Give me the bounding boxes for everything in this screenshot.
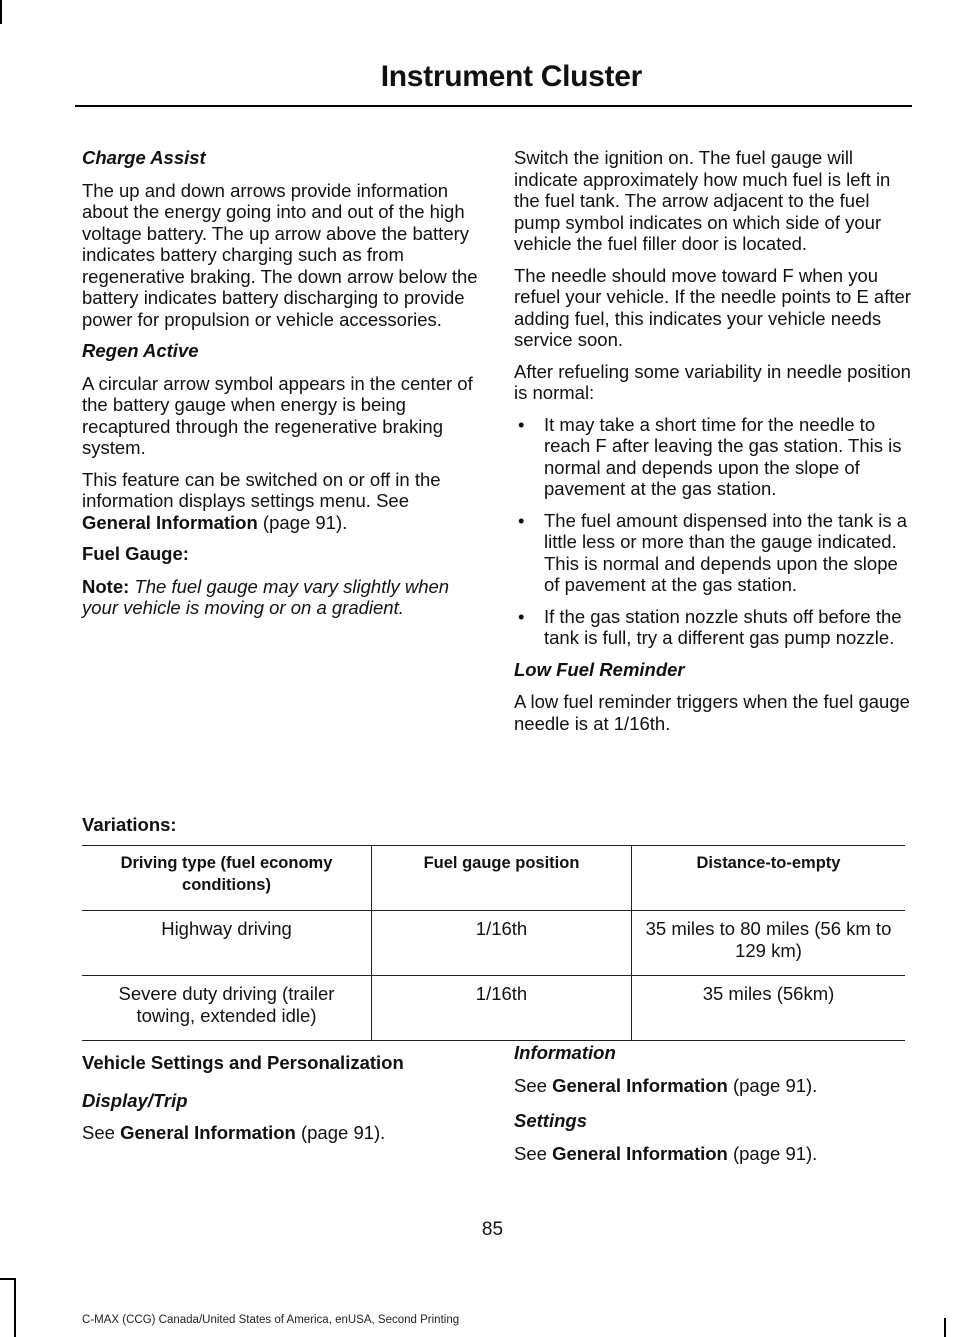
list-item bbox=[514, 414, 912, 500]
page-title: Instrument Cluster bbox=[380, 60, 642, 93]
see-text: See bbox=[82, 1122, 121, 1143]
list-item-text: It may take a short time for the needle to reach F after leaving the gas station. This is normal and depends upon the slope of pavement at the gas station. bbox=[544, 413, 902, 499]
regen-settings-suffix: (page 91). bbox=[257, 511, 348, 533]
table-cell: 1/16th bbox=[372, 976, 632, 1041]
crop-mark bbox=[14, 1278, 16, 1337]
page-ref: (page 91). bbox=[295, 1122, 386, 1143]
note-label: Note: bbox=[82, 575, 130, 597]
footer-text: C-MAX (CCG) Canada/United States of America, enUSA, Second Printing bbox=[82, 1314, 460, 1326]
low-fuel-heading: Low Fuel Reminder bbox=[514, 658, 685, 680]
note-text: The fuel gauge may vary slightly when your vehicle is moving or on a gradient. bbox=[82, 575, 450, 618]
list-item bbox=[514, 510, 912, 596]
general-information-link[interactable]: General Information bbox=[552, 1142, 728, 1164]
bullet: • bbox=[518, 413, 525, 435]
right-column bbox=[514, 147, 912, 744]
list-item-text: If the gas station nozzle shuts off before the tank is full, try a different gas pump nozzle. bbox=[544, 605, 902, 648]
fuel-gauge-para-3: After refueling some variability in needle position is normal: bbox=[514, 360, 911, 403]
information-ref bbox=[514, 1075, 912, 1097]
table-header-row bbox=[82, 846, 905, 911]
page-ref: (page 91). bbox=[727, 1074, 818, 1096]
table-cell: 1/16th bbox=[372, 911, 632, 976]
settings-ref bbox=[514, 1143, 912, 1165]
general-information-link[interactable]: General Information bbox=[82, 511, 258, 533]
fuel-gauge-heading: Fuel Gauge: bbox=[82, 543, 189, 564]
page-number: 85 bbox=[481, 1219, 504, 1240]
low-fuel-body: A low fuel reminder triggers when the fuel gauge needle is at 1/16th. bbox=[514, 691, 910, 734]
table-row bbox=[82, 976, 905, 1041]
table-cell: 35 miles (56km) bbox=[632, 976, 906, 1041]
list-item bbox=[514, 606, 912, 649]
table-cell: 35 miles to 80 miles (56 km to 129 km) bbox=[632, 911, 906, 976]
general-information-link[interactable]: General Information bbox=[552, 1074, 728, 1096]
crop-mark bbox=[0, 0, 2, 24]
list-item-text: The fuel amount dispensed into the tank is a little less or more than the gauge indicated. This is normal and depends upon the slope of pavement at the gas station. bbox=[544, 509, 908, 595]
bullet: • bbox=[518, 605, 525, 627]
see-text: See bbox=[514, 1142, 553, 1164]
table-cell: Severe duty driving (trailer towing, extended idle) bbox=[82, 976, 372, 1041]
regen-settings-prefix: This feature can be switched on or off in the information displays settings menu. See bbox=[82, 468, 441, 511]
regen-active-heading: Regen Active bbox=[82, 340, 199, 361]
bottom-left-column bbox=[82, 1052, 478, 1154]
settings-heading: Settings bbox=[514, 1110, 587, 1131]
table-cell: Highway driving bbox=[82, 911, 372, 976]
see-text: See bbox=[514, 1074, 553, 1096]
fuel-gauge-para-1: Switch the ignition on. The fuel gauge will indicate approximately how much fuel is left in the fuel tank. The arrow adjacent to the fuel pump symbol indicates on which side of your vehicle the fuel filler door is located. bbox=[514, 147, 891, 254]
fuel-gauge-note bbox=[82, 576, 478, 619]
display-trip-ref bbox=[82, 1122, 478, 1144]
bullet: • bbox=[518, 509, 525, 531]
left-column bbox=[82, 147, 478, 629]
information-heading: Information bbox=[514, 1042, 616, 1063]
fuel-gauge-para-2: The needle should move toward F when you refuel your vehicle. If the needle points to E after adding fuel, this indicates your vehicle needs service soon. bbox=[514, 264, 911, 350]
column-header: Fuel gauge position bbox=[372, 846, 632, 911]
charge-assist-body: The up and down arrows provide information about the energy going into and out of the high voltage battery. The up arrow above the battery indicates battery charging such as from regenerative braking. The down arrow below the battery indicates battery discharging to provide power for propulsion or vehicle accessories. bbox=[82, 179, 478, 330]
page-ref: (page 91). bbox=[727, 1142, 818, 1164]
variability-list bbox=[514, 414, 912, 649]
display-trip-heading: Display/Trip bbox=[82, 1089, 188, 1111]
crop-mark bbox=[0, 1278, 16, 1280]
charge-assist-heading: Charge Assist bbox=[82, 147, 206, 168]
table-row bbox=[82, 911, 905, 976]
header-divider bbox=[75, 105, 912, 107]
regen-active-settings-text bbox=[82, 469, 478, 534]
general-information-link[interactable]: General Information bbox=[120, 1122, 296, 1143]
column-header: Driving type (fuel economy conditions) bbox=[82, 846, 372, 911]
crop-mark bbox=[944, 1318, 946, 1337]
variations-heading: Variations: bbox=[82, 814, 177, 835]
variations-table bbox=[82, 845, 905, 1041]
bottom-right-column bbox=[514, 1042, 912, 1174]
regen-active-body: A circular arrow symbol appears in the center of the battery gauge when energy is being recaptured through the regenerative braking system. bbox=[82, 372, 473, 458]
column-header: Distance-to-empty bbox=[632, 846, 906, 911]
vehicle-settings-heading: Vehicle Settings and Personalization bbox=[82, 1052, 404, 1073]
